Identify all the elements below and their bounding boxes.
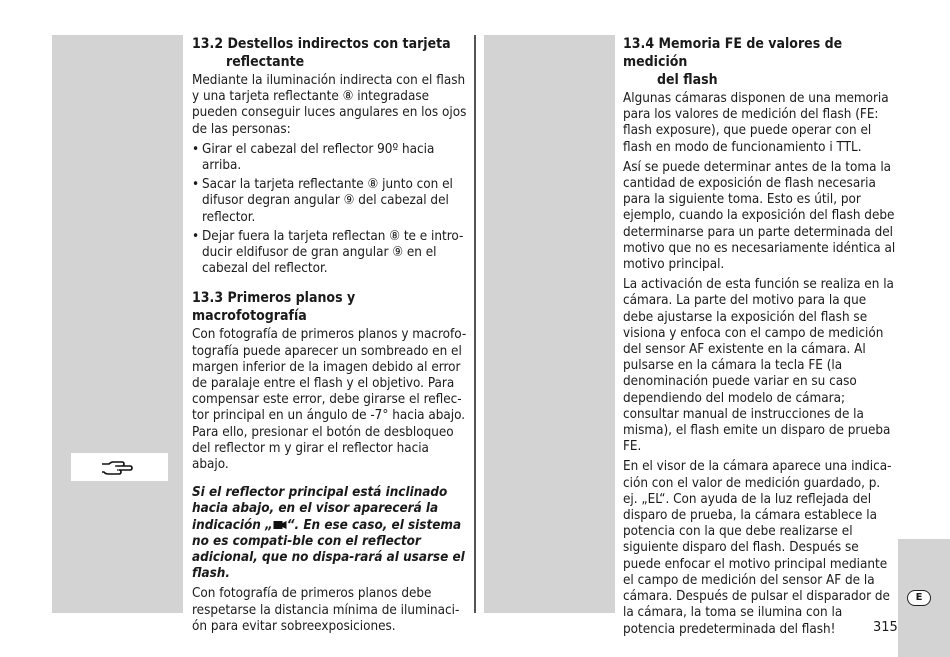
section-13-3-paragraph: Con fotografía de primeros planos y macrofo-tografía puede aparecer un sombreado en el margen inferior de la imagen debido al error de paralaje entre el flash y el objetivo. Para compensar este error, debe girarse el reflec-tor principal en un ángulo de -7° hacia abajo. Para ello, presionar el botón de desbloqueo del reflector m y girar el reflector hacia abajo.	[192, 327, 467, 473]
right-text-column	[623, 35, 897, 642]
section-13-4-heading: 13.4 Memoria FE de valores de medición del flash	[623, 36, 843, 88]
section-13-3-heading: 13.3 Primeros planos y macrofotografía	[192, 290, 356, 325]
section-13-2-steps	[192, 142, 468, 278]
note-marker	[71, 453, 168, 481]
section-13-4-paragraph-1: Algunas cámaras disponen de una memoria para los valores de medición del flash (FE: flash exposure), que puede operar con el flash en modo de funcionamiento i TTL.	[623, 91, 889, 155]
column-divider	[474, 35, 476, 613]
pointing-hand-icon	[100, 457, 140, 477]
left-margin-band	[52, 35, 183, 613]
flash-tilt-icon	[273, 520, 287, 530]
warning-note: Si el reflector principal está inclinado hacia abajo, en el visor aparecerá la indicación „ “. En ese caso, el sistema no es compati-ble con el reflector adicional, que no dispa-rará al usarse el flash.	[192, 485, 465, 582]
section-13-4-paragraph-3: La activación de esta función se realiza en la cámara. La parte del motivo para la que debe ajustarse la exposición del flash se visiona y enfoca con el campo de medición del sensor AF existente en la cámara. Al pulsarse en la cámara la tecla FE (la denominación puede variar en su caso dependiendo del modelo de cámara; consultar manual de instrucciones de la misma), el flash emite un disparo de prueba FE.	[623, 277, 894, 455]
section-13-2-heading: 13.2 Destellos indirectos con tarjeta reflectante	[192, 36, 451, 70]
section-13-2-intro: Mediante la iluminación indirecta con el flash y una tarjeta reflectante ⑧ integradase pueden conseguir luces angulares en los ojos de las personas:	[192, 73, 467, 137]
middle-margin-band	[484, 35, 615, 613]
section-13-4-paragraph-4: En el visor de la cámara aparece una indica-ción con el valor de medición guardado, p. ej. „EL“. Con ayuda de la luz reflejada del disparo de prueba, la cámara establece la potencia con la que debe realizarse el siguiente disparo del flash. Después se puede enfocar el motivo principal mediante el campo de medición del sensor AF de la cámara. Después de pulsar el disparador de la cámara, la toma se ilumina con la potencia predeterminada del flash!	[623, 459, 892, 637]
list-item: • Sacar la tarjeta reflectante ⑧ junto con el difusor degran angular ⑨ del cabezal del reflector.	[192, 177, 453, 225]
page-number: 315	[873, 620, 898, 635]
language-badge: E	[907, 590, 931, 606]
section-13-4-paragraph-2: Así se puede determinar antes de la toma la cantidad de exposición de flash necesaria para la siguiente toma. Esto es útil, por ejemplo, cuando la exposición del flash debe determinarse para un parte determinada del motivo que no es necesariamente idéntica al motivo principal.	[623, 159, 896, 273]
list-item: • Girar el cabezal del reflector 90º hacia arriba.	[192, 141, 435, 174]
left-text-column	[192, 35, 468, 639]
section-13-3-closing: Con fotografía de primeros planos debe respetarse la distancia mínima de iluminaci-ón para evitar sobreexposiciones.	[192, 586, 460, 634]
list-item: • Dejar fuera la tarjeta reflectan ⑧ te e intro-ducir eldifusor de gran angular ⑨ en el cabezal del reflector.	[192, 228, 464, 277]
